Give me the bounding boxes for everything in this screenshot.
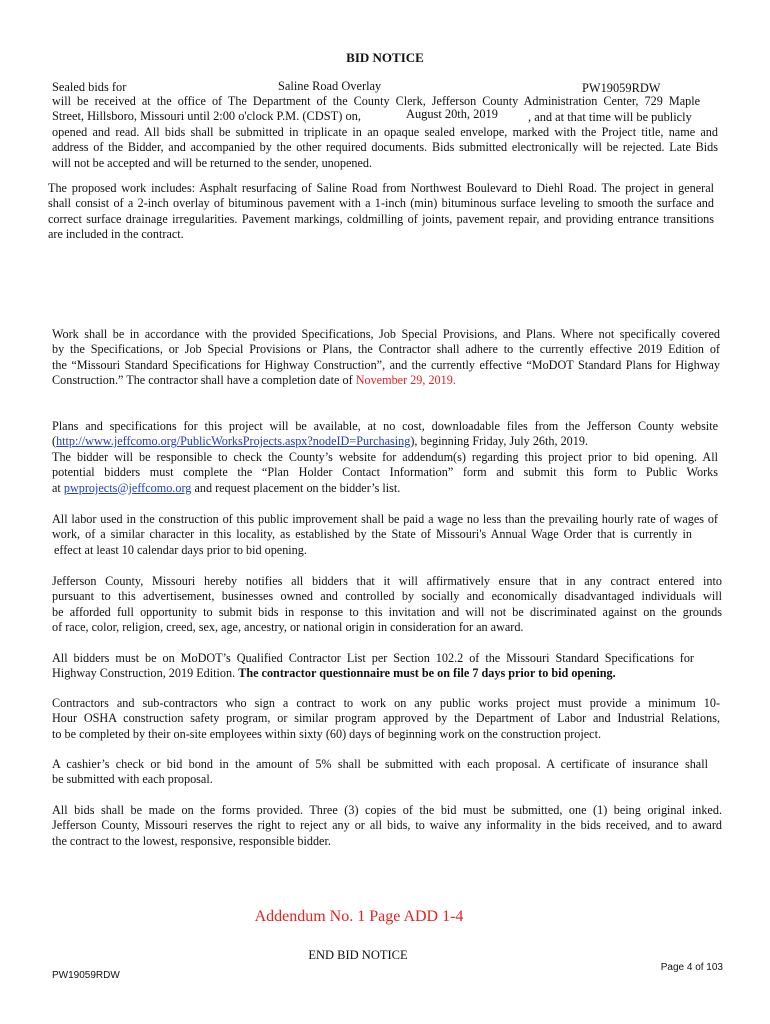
labor-line: work, of a similar character in this locality, as established by the State of Missouri's Annual Wage Order that is currently in <box>52 527 692 542</box>
plans-request-text: and request placement on the bidder’s list. <box>194 480 401 495</box>
header-line-publicly: , and at that time will be publicly <box>528 110 692 124</box>
specs-line-completion <box>52 373 720 388</box>
plans-paragraph <box>52 419 718 496</box>
eo-line: be afforded full opportunity to submit bids in response to this invitation and will not be discriminated against on the grounds <box>52 604 722 619</box>
header-line: address of the Bidder, and accompanied by the other required documents. Bids submitted electronically will be rejected. Late Bids <box>52 140 718 155</box>
labor-line: All labor used in the construction of this public improvement shall be paid a wage no less than the prevailing hourly rate of wages of <box>52 512 718 526</box>
addendum-note: Addendum No. 1 Page ADD 1-4 <box>254 908 464 925</box>
document-title: BID NOTICE <box>346 50 424 65</box>
header-time-text: Street, Hillsboro, Missouri until 2:00 o'clock P.M. <box>52 109 300 123</box>
specs-paragraph <box>52 327 720 389</box>
specs-completion-text: Construction.” The contractor shall have a completion date of <box>52 373 353 388</box>
plans-line-website <box>52 434 718 449</box>
forms-line: All bids shall be made on the forms provided. Three (3) copies of the bid must be submitted, one (1) being original inked. <box>52 803 722 817</box>
end-bid-notice: END BID NOTICE <box>308 948 408 962</box>
labor-paragraph <box>52 512 718 558</box>
scope-paragraph <box>48 181 714 243</box>
osha-line: Contractors and sub-contractors who sign a contract to work on any public works project must provide a minimum 10- <box>52 696 720 710</box>
forms-line: the contract to the lowest, responsive, responsible bidder. <box>52 833 331 848</box>
header-line: will be received at the office of The Department of the County Clerk, Jefferson County Administration Center, 729 Maple <box>52 94 700 108</box>
equal-opportunity-paragraph <box>52 574 722 636</box>
plans-line: The bidder will be responsible to check the County’s website for addendum(s) regarding this project prior to bid opening. All <box>52 449 718 464</box>
plans-line-email <box>52 481 718 496</box>
header-paragraph-rest <box>52 125 718 171</box>
plans-line: Plans and specifications for this project will be available, at no cost, downloadable files from the Jefferson County website <box>52 419 718 433</box>
osha-paragraph <box>52 696 720 742</box>
specs-line: the “Missouri Standard Specifications for Highway Construction”, and the currently effective “MoDOT Standard Plans for Highway <box>52 357 720 372</box>
plans-release-date: July 26th, 2019. <box>509 434 588 449</box>
forms-paragraph <box>52 803 722 849</box>
osha-line: to be completed by their on-site employees within sixty (60) days of beginning work on the construction project. <box>52 726 601 741</box>
open-paren: ( <box>52 434 57 449</box>
bond-line: be submitted with each proposal. <box>52 772 213 787</box>
page-number: Page 4 of 103 <box>660 962 723 973</box>
header-paragraph <box>52 94 700 109</box>
completion-date: November 29, 2019. <box>355 373 456 388</box>
bond-line: A cashier’s check or bid bond in the amount of 5% shall be submitted with each proposal. A certificate of insurance shall <box>52 757 708 771</box>
modot-edition-text: Highway Construction, 2019 Edition. <box>52 666 236 681</box>
bid-opening-date: August 20th, 2019 <box>406 107 498 121</box>
project-name: Saline Road Overlay <box>278 79 382 93</box>
project-number: PW19059RDW <box>582 81 661 95</box>
modot-line: All bidders must be on MoDOT’s Qualified Contractor List per Section 102.2 of the Missouri Standard Specifications for <box>52 651 694 665</box>
modot-line-2 <box>52 666 694 681</box>
time-zone: (CDST) <box>302 109 343 123</box>
plans-at-text: at <box>52 480 61 495</box>
bond-paragraph <box>52 757 708 788</box>
plans-beginning-text: ), beginning Friday, <box>410 434 507 449</box>
scope-line: are included in the contract. <box>48 227 184 242</box>
scope-line: correct surface drainage irregularities. Pavement markings, coldmilling of joints, pavement repair, and providing entrance transitions <box>48 211 714 226</box>
sealed-bids-label: Sealed bids for <box>52 80 127 94</box>
on-word: on, <box>345 109 361 123</box>
specs-line: by the Specifications, or Job Special Provisions or Plans, the Contractor shall adhere to the currently effective 2019 Edition of <box>52 342 720 357</box>
osha-line: Hour OSHA construction safety program, or similar program approved by the Department of Labor and Industrial Relations, <box>52 711 720 726</box>
pwprojects-email-link[interactable]: pwprojects@jeffcomo.org <box>63 480 192 495</box>
eo-line: of race, color, religion, creed, sex, age, ancestry, or national origin in consideration for an award. <box>52 620 524 635</box>
specs-line: Work shall be in accordance with the provided Specifications, Job Special Provisions, and Plans. Where not specifically covered <box>52 327 720 341</box>
plans-line: potential bidders must complete the “Plan Holder Contact Information” form and submit this form to Public Works <box>52 465 718 480</box>
questionnaire-requirement: The contractor questionnaire must be on file 7 days prior to bid opening. <box>238 666 616 681</box>
header-line: opened and read. All bids shall be submitted in triplicate in an opaque sealed envelope, marked with the Project title, name and <box>52 125 718 139</box>
labor-line: effect at least 10 calendar days prior to bid opening. <box>54 542 307 557</box>
modot-paragraph <box>52 651 694 682</box>
eo-line: pursuant to this advertisement, businesses owned and controlled by socially and economically disadvantaged individuals will <box>52 589 722 604</box>
header-line-submission <box>52 109 361 124</box>
county-website-link[interactable]: http://www.jeffcomo.org/PublicWorksProjects.aspx?nodeID=Purchasing <box>56 434 411 449</box>
header-line: will not be accepted and will be returned to the sender, unopened. <box>52 155 372 170</box>
eo-line: Jefferson County, Missouri hereby notifies all bidders that it will affirmatively ensure that in any contract entered into <box>52 574 722 588</box>
footer-project-number: PW19059RDW <box>52 970 120 981</box>
scope-line: shall consist of a 2-inch overlay of bituminous pavement with a 1-inch (min) bituminous surface leveling to smooth the surface and <box>48 196 714 211</box>
forms-line: Jefferson County, Missouri reserves the right to reject any or all bids, to waive any informality in the bids received, and to award <box>52 818 722 833</box>
scope-line: The proposed work includes: Asphalt resurfacing of Saline Road from Northwest Boulevard to Diehl Road. The project in general <box>48 181 714 195</box>
